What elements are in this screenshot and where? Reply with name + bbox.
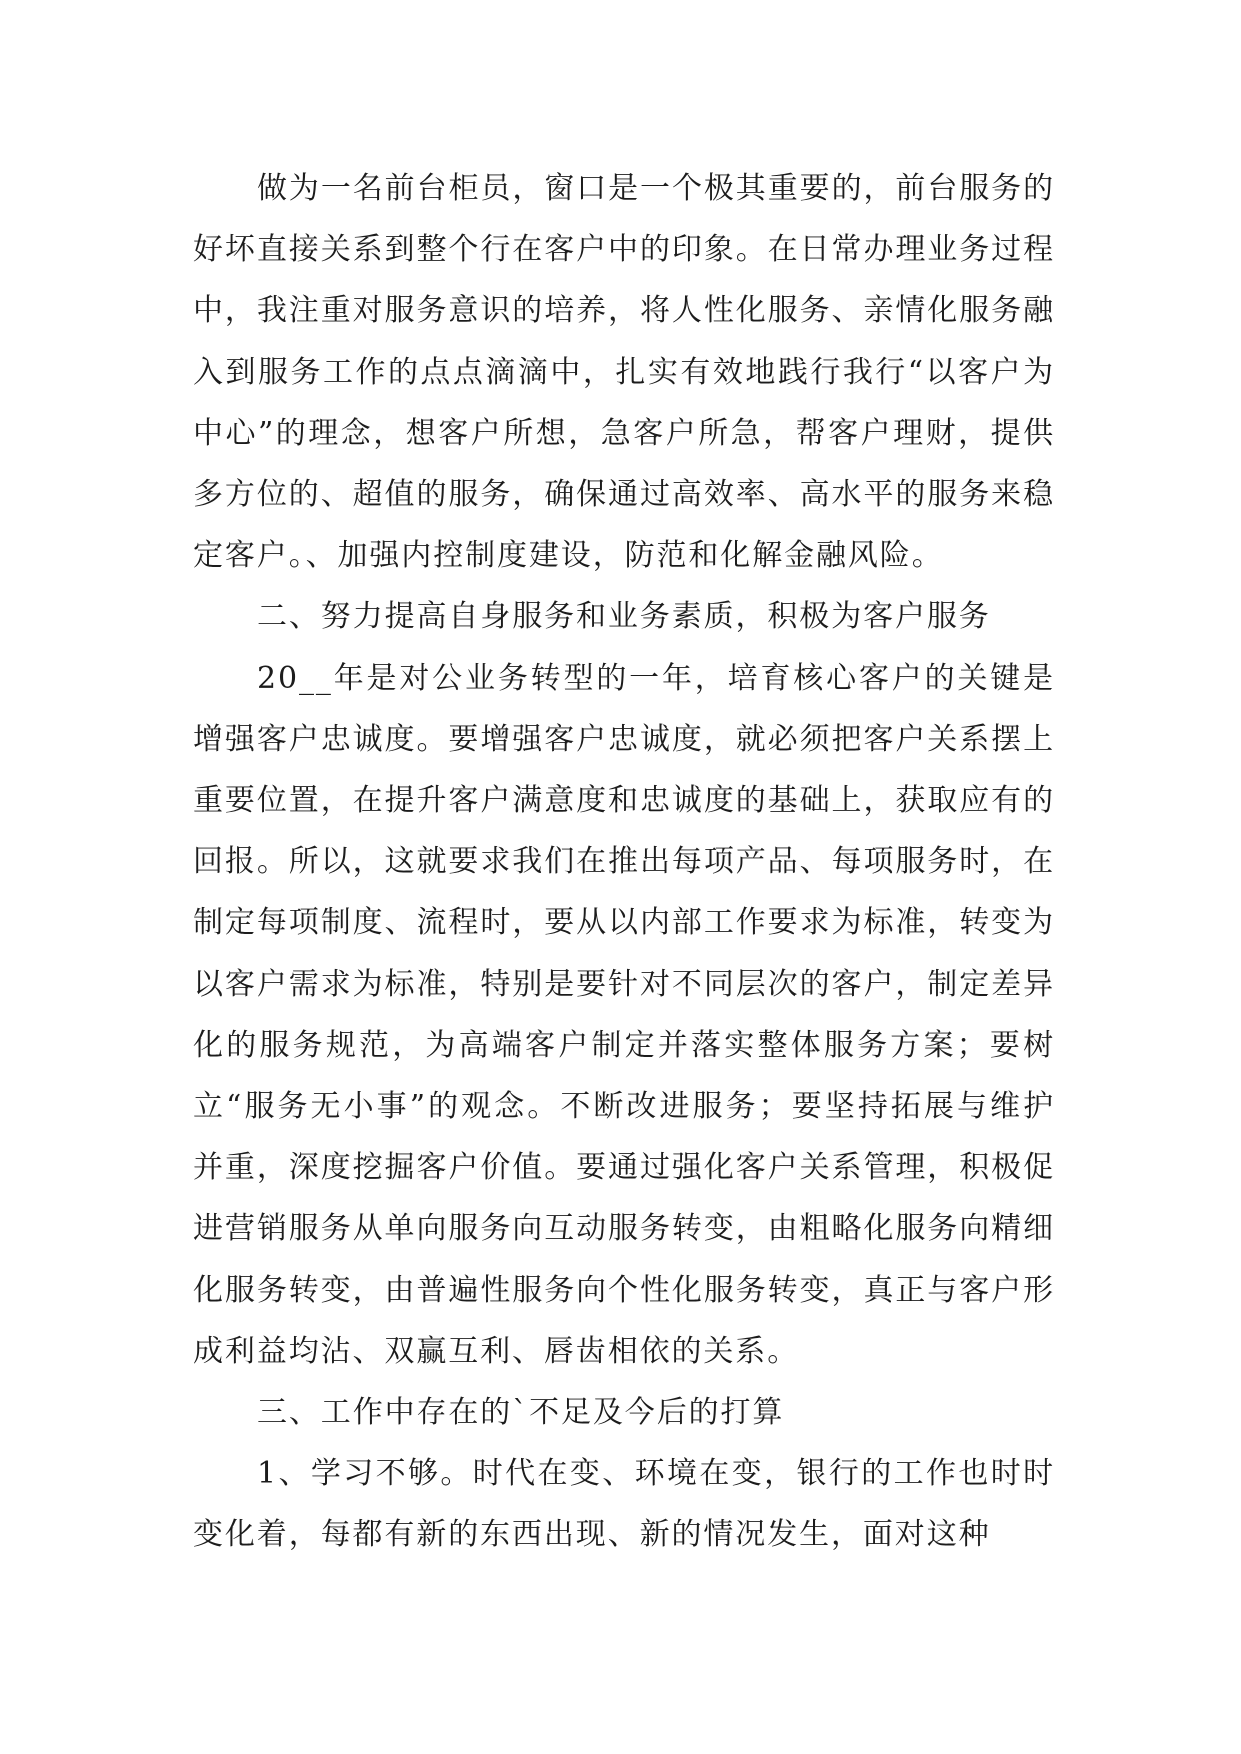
paragraph-customer-loyalty: 20__年是对公业务转型的一年，培育核心客户的关键是增强客户忠诚度。要增强客户忠诚度，就必须把客户关系摆上重要位置，在提升客户满意度和忠诚度的基础上，获取应有的回报。所以，这就要求我们在推出每项产品、每项服务时，在制定每项制度、流程时，要从以内部工作要求为标准，转变为以客户需求为标准，特别是要针对不同层次的客户，制定差异化的服务规范，为高端客户制定并落实整体服务方案；要树立“服务无小事”的观念。不断改进服务；要坚持拓展与维护并重，深度挖掘客户价值。要通过强化客户关系管理，积极促进营销服务从单向服务向互动服务转变，由粗略化服务向精细化服务转变，由普遍性服务向个性化服务转变，真正与客户形成利益均沾、双赢互利、唇齿相依的关系。	[193, 660, 1055, 1369]
document-body	[193, 158, 1055, 1566]
section-heading-2: 二、努力提高自身服务和业务素质，积极为客户服务	[257, 599, 991, 635]
section-heading-3: 三、工作中存在的`不足及今后的打算	[257, 1395, 785, 1431]
paragraph-service-window: 做为一名前台柜员，窗口是一个极其重要的，前台服务的好坏直接关系到整个行在客户中的印象。在日常办理业务过程中，我注重对服务意识的培养，将人性化服务、亲情化服务融入到服务工作的点点滴滴中，扎实有效地践行我行“以客户为中心”的理念，想客户所想，急客户所急，帮客户理财，提供多方位的、超值的服务，确保通过高效率、高水平的服务来稳定客户。、加强内控制度建设，防范和化解金融风险。	[193, 171, 1055, 574]
paragraph-insufficient-study: 1、学习不够。时代在变、环境在变，银行的工作也时时变化着，每都有新的东西出现、新的情况发生，面对这种	[193, 1456, 1055, 1553]
